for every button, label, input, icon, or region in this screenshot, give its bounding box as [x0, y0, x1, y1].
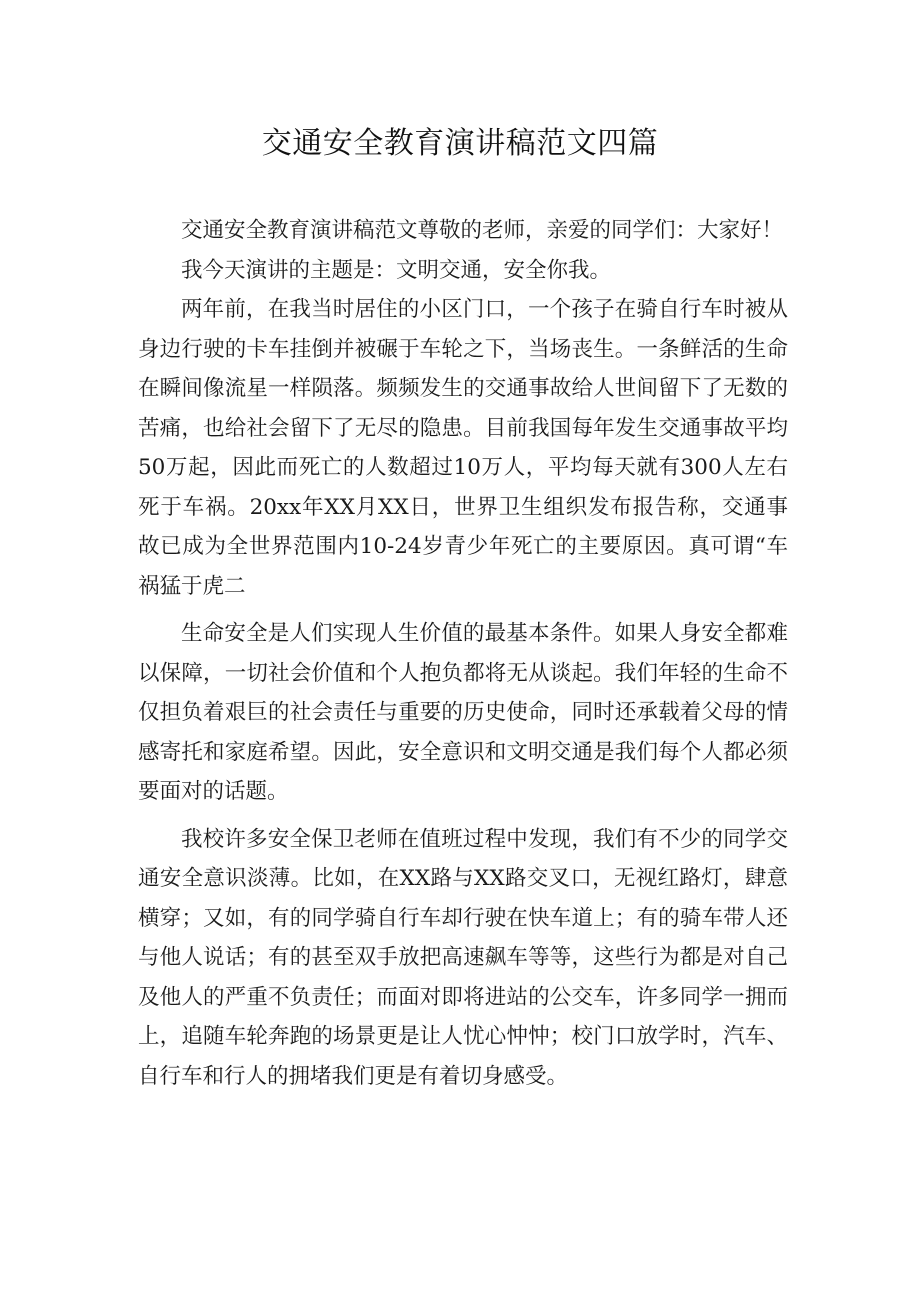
paragraph-school-observations: 我校许多安全保卫老师在值班过程中发现，我们有不少的同学交通安全意识淡薄。比如，在XX路与XX路交叉口，无视红路灯，肆意横穿；又如，有的同学骑自行车却行驶在快车道上；有的骑车带人还与他人说话；有的甚至双手放把高速飙车等等，这些行为都是对自己及他人的严重不负责任；而面对即将进站的公交车，许多同学一拥而上，追随车轮奔跑的场景更是让人忧心忡忡；校门口放学时，汽车、自行车和行人的拥堵我们更是有着切身感受。 [138, 826, 788, 1089]
document-body [138, 211, 788, 1096]
paragraph-life-safety: 生命安全是人们实现人生价值的最基本条件。如果人身安全都难以保障，一切社会价值和个人抱负都将无从谈起。我们年轻的生命不仅担负着艰巨的社会责任与重要的历史使命，同时还承载着父母的情感寄托和家庭希望。因此，安全意识和文明交通是我们每个人都必须要面对的话题。 [138, 621, 788, 804]
paragraph-theme: 我今天演讲的主题是：文明交通，安全你我。 [181, 257, 612, 283]
paragraph-accident-story: 两年前，在我当时居住的小区门口，一个孩子在骑自行车时被从身边行驶的卡车挂倒并被碾于车轮之下，当场丧生。一条鲜活的生命在瞬间像流星一样陨落。频频发生的交通事故给人世间留下了无数的苦痛，也给社会留下了无尽的隐患。目前我国每年发生交通事故平均50万起，因此而死亡的人数超过10万人，平均每天就有300人左右死于车祸。20xx年XX月XX日，世界卫生组织发布报告称，交通事故已成为全世界范围内10-24岁青少年死亡的主要原因。真可谓“车祸猛于虎二 [138, 297, 788, 599]
document-title: 交通安全教育演讲稿范文四篇 [261, 126, 659, 161]
paragraph-greeting: 交通安全教育演讲稿范文尊敬的老师，亲爱的同学们：大家好！ [181, 218, 784, 243]
